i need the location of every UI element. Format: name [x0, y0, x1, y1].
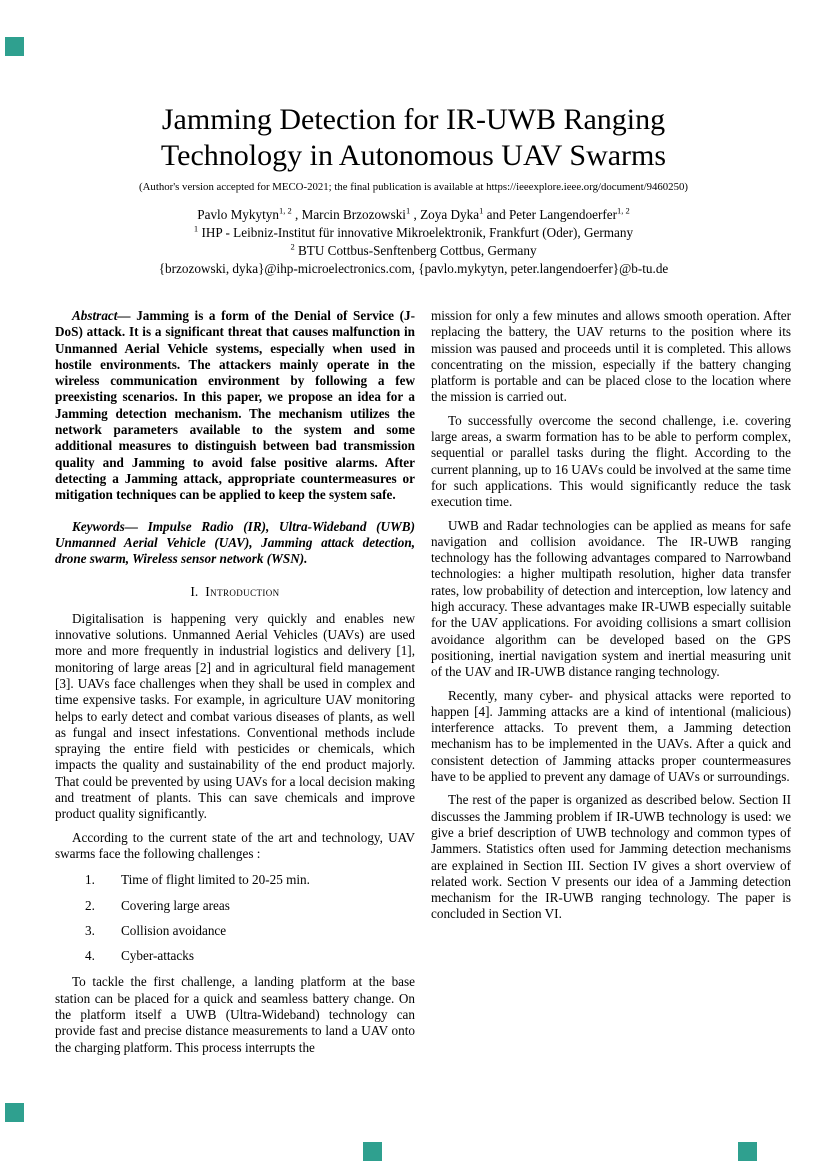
abstract-paragraph [55, 308, 415, 504]
list-item-number: 4. [85, 948, 95, 964]
intro-paragraph-8: The rest of the paper is organized as described below. Section II discusses the Jamming problem if IR-UWB technology is used: we give a brief description of UWB technology and common types of Jammers. Statistics often used for Jamming detection mechanisms are explained in Section III. Section IV gives a short overview of related work. Section V presents our idea of a Jamming detection mechanism for the IR-UWB ranging technology. The paper is concluded in Section VI. [431, 792, 791, 922]
section-title: Introduction [205, 584, 280, 600]
author-superscript: 1, 2 [278, 205, 292, 216]
author-line [0, 206, 827, 224]
abstract-text: Jamming is a form of the Denial of Service (J-DoS) attack. It is a significant threat that causes malfunction in Unmanned Aerial Vehicle systems, especially when used in hostile environments. The attackers mainly operate in the wireless communication environment by following a few preexisting scenarios. In this paper, we propose an idea for a Jamming detection mechanism. The mechanism utilizes the network parameters available to the system and some additional measures to distinguish between bad transmission quality and Jamming to avoid false positive alarms. After detecting a Jamming attack, appropriate countermeasures or mitigation techniques can be applied to keep the system safe. [55, 308, 415, 503]
two-column-body [55, 308, 792, 1063]
right-column [431, 308, 791, 1063]
author-separator: and [483, 207, 509, 222]
author-name: Zoya Dyka$^1$ and [420, 205, 509, 222]
authors-block [0, 206, 827, 278]
author-name: Pavlo Mykytyn$^{1, 2}$ , [197, 205, 302, 222]
author-superscript: 1 [405, 205, 411, 216]
list-item-number: 2. [85, 897, 95, 913]
intro-paragraph-4: mission for only a few minutes and allows smooth operation. After replacing the battery, the UAV returns to the position where its mission was paused and proceeds until it is completed. This allows concentrating on the mission, especially if the battery changing platform is portable and can be placed close to the location where the mission is carried out. [431, 308, 791, 405]
list-item-text: Covering large areas [121, 897, 230, 913]
list-item [55, 948, 415, 964]
affiliation-line-2: $^2$ BTU Cottbus-Senftenberg Cottbus, Germany [290, 241, 537, 258]
affiliation-superscript: 2 [290, 241, 295, 252]
author-superscript: 1 [479, 205, 484, 216]
paper-title: Jamming Detection for IR-UWB Ranging Technology in Autonomous UAV Swarms [160, 103, 667, 172]
fiducial-marker-top-left [5, 37, 24, 56]
challenge-list [55, 872, 415, 964]
publication-note: (Author's version accepted for MECO-2021; the final publication is available at https://ieeexplore.ieee.org/document/9460250) [139, 181, 688, 193]
intro-paragraph-1: Digitalisation is happening very quickly and enables new innovative solutions. Unmanned Aerial Vehicles (UAVs) are used more and more frequently in industrial logistics and delivery [1], monitoring of large areas [2] and in agricultural field management [3]. UAVs face challenges when they shall be used in complex and time expensive tasks. For example, in agriculture UAV monitoring helps to early detect and combat various diseases of plants, as well as fungal and insect infestations. Conventional methods include spraying the entire field with pesticides or chemicals, which impacts the quality and sustainability of the end product majorly. That could be prevented by using UAVs for a local decision making and treatment of plants. This can save chemicals and improve product quality significantly. [55, 610, 415, 822]
list-item [55, 872, 415, 888]
keywords-label: Keywords— [72, 518, 138, 534]
list-item-text: Cyber-attacks [121, 948, 194, 964]
list-item [55, 898, 415, 914]
keywords-paragraph [55, 519, 415, 568]
list-item-text: Time of flight limited to 20-25 min. [121, 872, 310, 888]
fiducial-marker-bottom-center [363, 1142, 382, 1161]
author-superscript: 1, 2 [616, 205, 630, 216]
intro-paragraph-2: According to the current state of the art and technology, UAV swarms face the following challenges : [55, 829, 415, 861]
list-item-number: 1. [85, 872, 95, 888]
fiducial-marker-bottom-left [5, 1103, 24, 1122]
author-emails: {brzozowski, dyka}@ihp-microelectronics.com, {pavlo.mykytyn, peter.langendoerfer}@b-tu.de [158, 261, 669, 276]
author-name: Marcin Brzozowski$^1$ , [301, 205, 421, 222]
affiliation-superscript: 1 [193, 223, 199, 234]
keywords-text: Impulse Radio (IR), Ultra-Wideband (UWB) Unmanned Aerial Vehicle (UAV), Jamming attack detection, drone swarm, Wireless sensor network (WSN). [55, 518, 415, 567]
list-item [55, 923, 415, 939]
author-separator: , [410, 207, 421, 222]
list-item-text: Collision avoidance [121, 922, 227, 938]
affiliation-line-1: $^1$ IHP - Leibniz-Institut für innovative Mikroelektronik, Frankfurt (Oder), Germany [193, 223, 634, 240]
fiducial-marker-bottom-right [738, 1142, 757, 1161]
abstract-label: Abstract— [72, 308, 131, 323]
author-name: Peter Langendoerfer$^{1, 2}$ [508, 205, 630, 222]
section-heading-introduction [55, 584, 415, 600]
section-number: I. [190, 584, 199, 600]
intro-paragraph-3: To tackle the first challenge, a landing platform at the base station can be placed for a quick and seamless battery change. On the platform itself a UWB (Ultra-Wideband) technology can provide fast and precise distance measurements to land a UAV onto the charging platform. This process interrupts the [55, 974, 415, 1055]
author-separator: , [291, 207, 302, 222]
intro-paragraph-6: UWB and Radar technologies can be applied as means for safe navigation and collision avoidance. The IR-UWB ranging technology has the following advantages compared to Narrowband technologies: a higher multipath resolution, higher data transfer rates, low probability of detection and interception, low latency and high accuracy. These advantages make IR-UWB especially suitable for the UAV applications. For avoiding collisions a smart collision avoidance algorithm can be developed based on the GPS positioning, inertial navigation system and inertial measuring unit of the UAV and IR-UWB distance ranging technology. [431, 517, 791, 680]
intro-paragraph-7: Recently, many cyber- and physical attacks were reported to happen [4]. Jamming attacks are a kind of intentional (malicious) interference attacks. To prevent them, a Jamming detection mechanism has to be implemented in the UAVs. After a quick and consistent detection of Jamming attacks proper countermeasures have to be applied to prevent any damage of UAVs or surroundings. [431, 687, 791, 785]
paper-header [0, 102, 827, 278]
intro-paragraph-5: To successfully overcome the second challenge, i.e. covering large areas, a swarm formation has to be able to perform complex, sequential or parallel tasks during the flight. According to the current planning, up to 16 UAVs could be involved at the same time for such applications. This would significantly reduce the task execution time. [431, 412, 791, 510]
list-item-number: 3. [85, 922, 95, 938]
left-column [55, 308, 415, 1063]
